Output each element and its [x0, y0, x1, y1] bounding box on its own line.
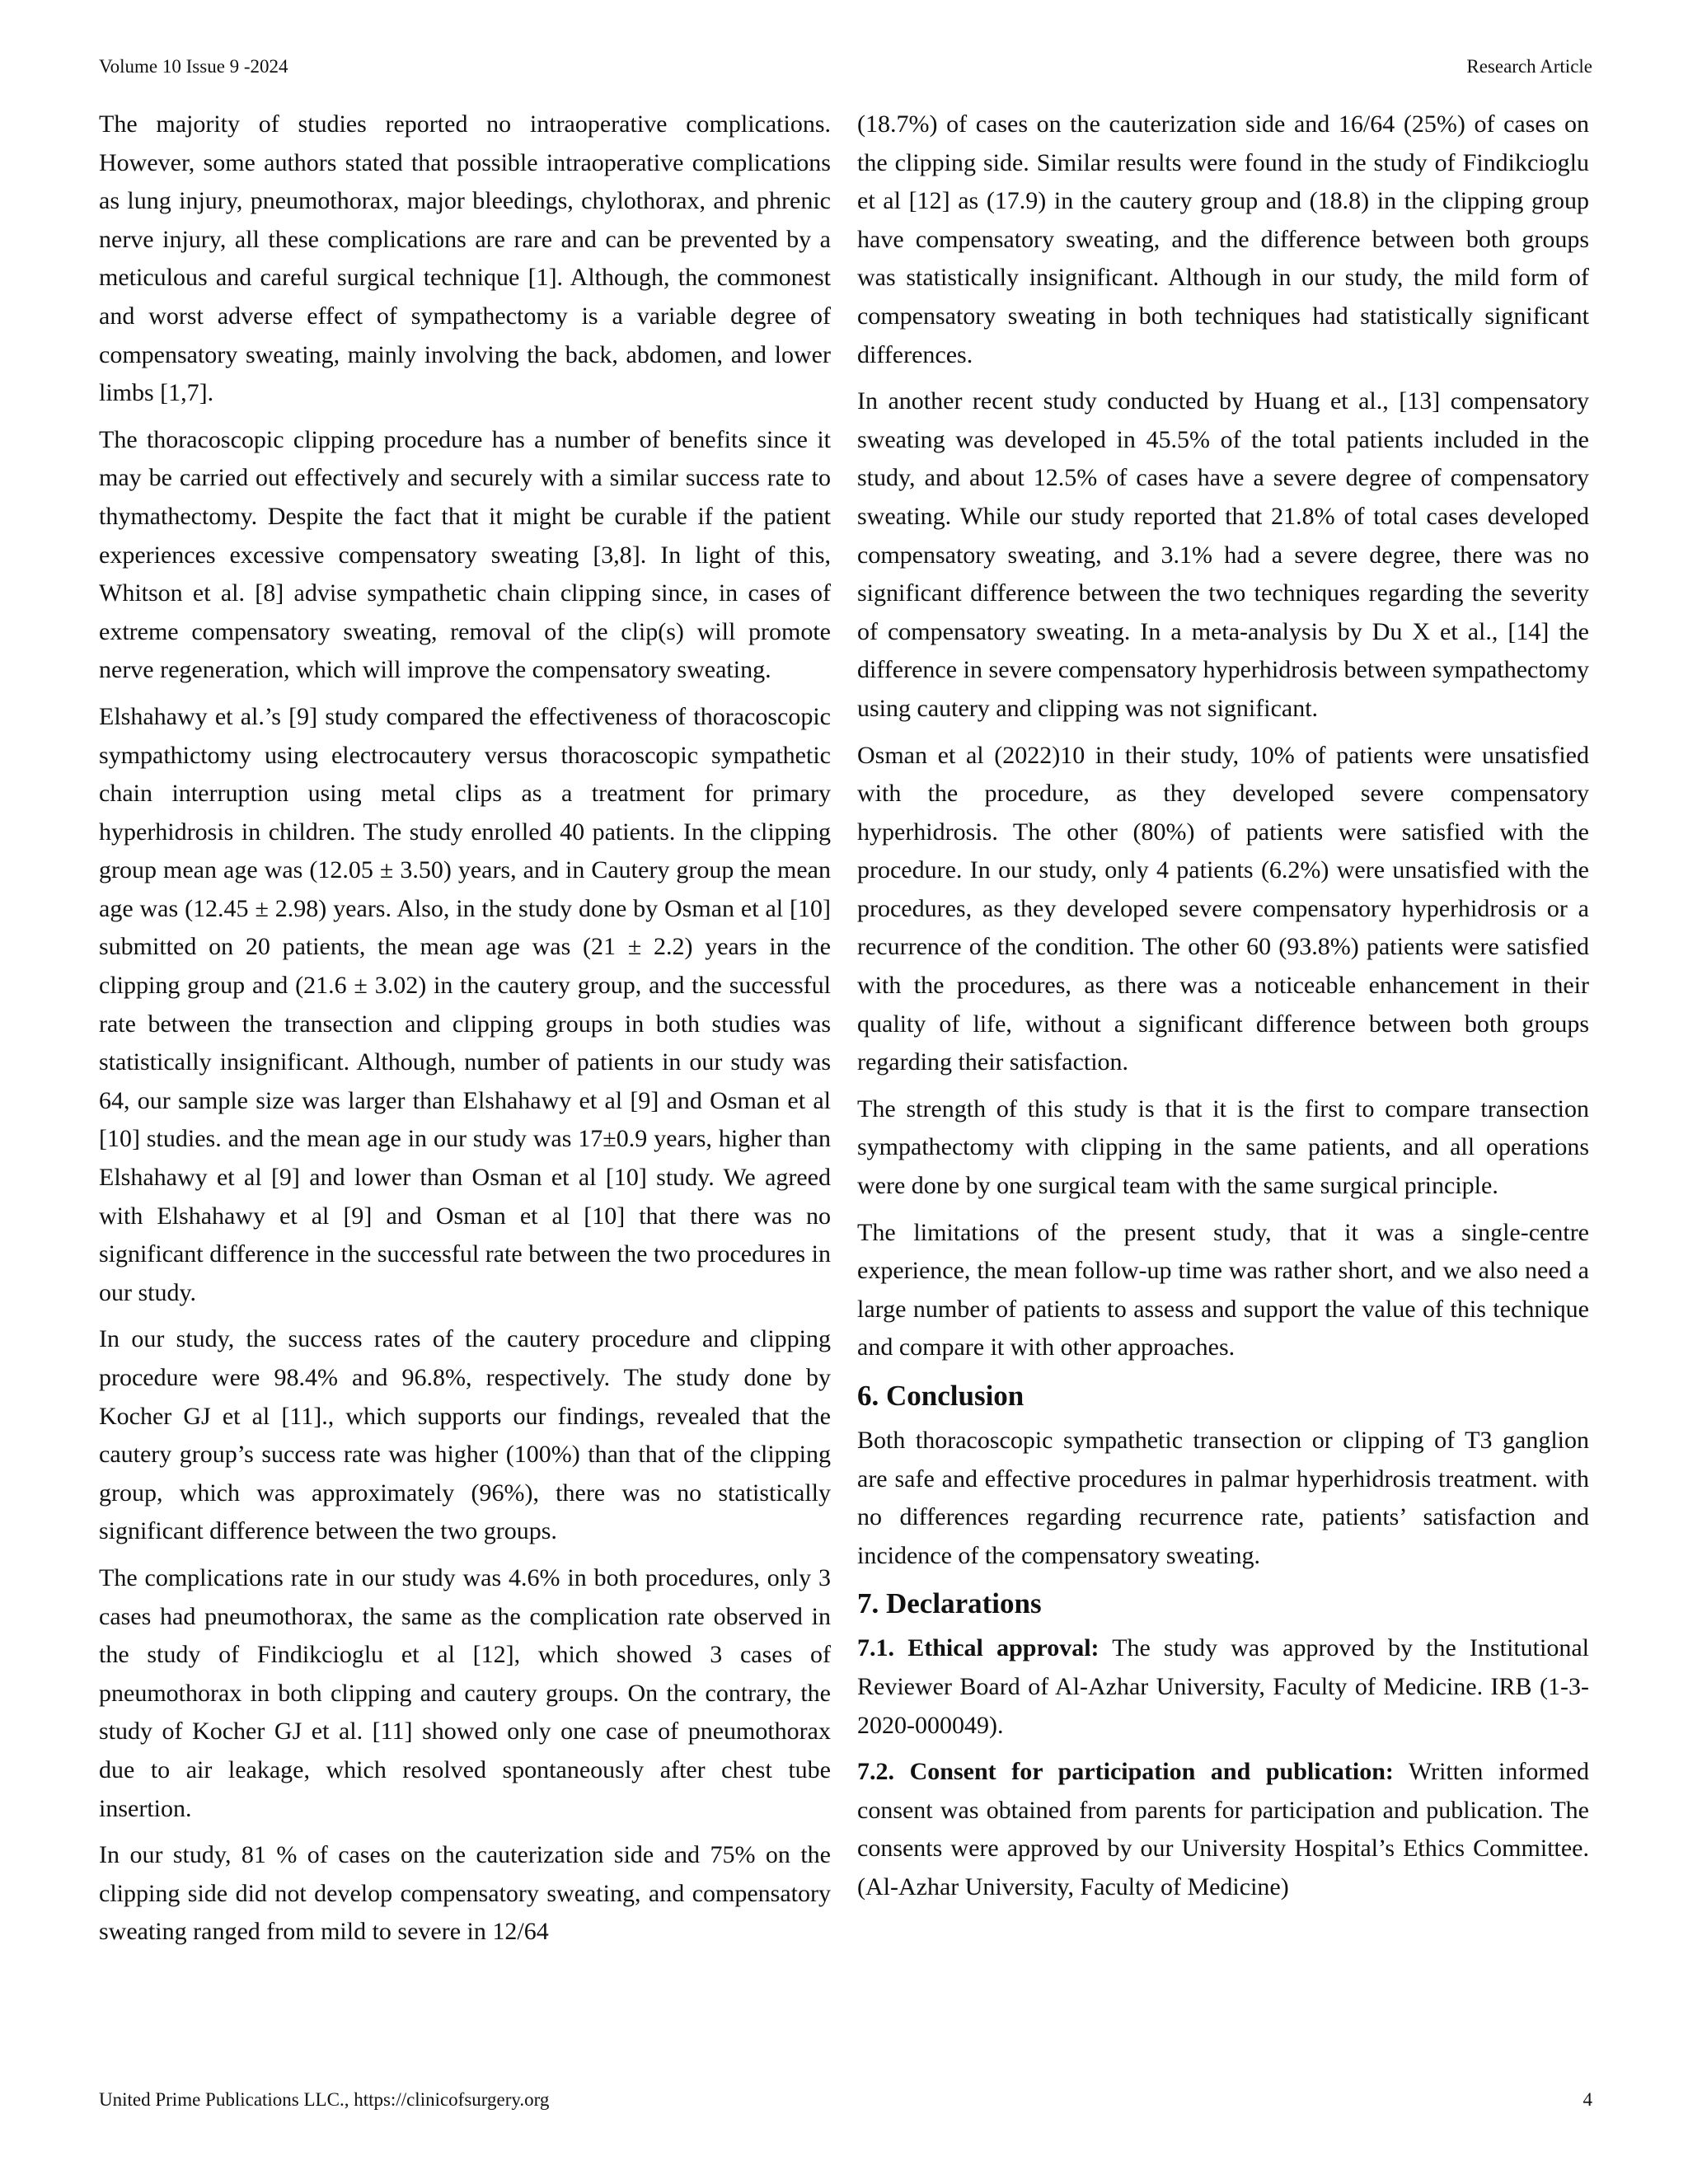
paragraph: The strength of this study is that it is the first to compare transection sympathectomy with clipping in the same patients, and all operations were done by one surgical team with the same surgical principle. [857, 1094, 1589, 1200]
consent-label: 7.2. Consent for participation and publication: [857, 1758, 1394, 1786]
paragraph: In our study, the success rates of the cautery procedure and clipping procedure were 98.4% and 96.8%, respectively. The study done by Kocher GJ et al [11]., which supports our findings, revealed that the cautery group’s success rate was higher (100%) than that of the clipping group, which was approximately (96%), there was no statistically significant difference between the two groups. [99, 1325, 831, 1545]
page-number: 4 [1582, 2089, 1592, 2110]
consent-paragraph [857, 1753, 1589, 1906]
publisher-footer: United Prime Publications LLC., https://clinicofsurgery.org [99, 2089, 550, 2110]
paragraph: The limitations of the present study, that it was a single-centre experience, the mean follow-up time was rather short, and we also need a large number of patients to assess and support the value of this technique and compare it with other approaches. [857, 1218, 1589, 1361]
paragraph: Elshahawy et al.’s [9] study compared the effectiveness of thoracoscopic sympathictomy using electrocautery versus thoracoscopic sympathetic chain interruption using metal clips as a treatment for primary hyperhidrosis in children. The study enrolled 40 patients. In the clipping group mean age was (12.05 ± 3.50) years, and in Cautery group the mean age was (12.45 ± 2.98) years. Also, in the study done by Osman et al [10] submitted on 20 patients, the mean age was (21 ± 2.2) years in the clipping group and (21.6 ± 3.02) in the cautery group, and the successful rate between the transection and clipping groups in both studies was statistically insignificant. Although, number of patients in our study was 64, our sample size was larger than Elshahawy et al [9] and Osman et al [10] studies. and the mean age in our study was 17±0.9 years, higher than Elshahawy et al [9] and lower than Osman et al [10] study. We agreed with Elshahawy et al [9] and Osman et al [10] that there was no significant difference in the successful rate between the two procedures in our study. [99, 702, 831, 1306]
left-column [99, 105, 831, 1960]
ethics-label: 7.1. Ethical approval: [857, 1634, 1100, 1662]
consent-text: Written informed consent was obtained from parents for participation and publication. The consents were approved by our University Hospital’s Ethics Committee. (Al-Azhar University, Faculty of Medicine) [857, 1758, 1589, 1900]
ethics-text: The study was approved by the Institutional Reviewer Board of Al-Azhar University, Faculty of Medicine. IRB (1-3-2020-000049). [857, 1634, 1589, 1739]
declarations-heading: 7. Declarations [857, 1587, 1042, 1620]
article-type: Research Article [1466, 56, 1592, 77]
conclusion-paragraph: Both thoracoscopic sympathetic transection or clipping of T3 ganglion are safe and effective procedures in palmar hyperhidrosis treatment. with no differences regarding recurrence rate, patients’ satisfaction and incidence of the compensatory sweating. [857, 1427, 1589, 1569]
ethics-paragraph [857, 1629, 1589, 1745]
paragraph: (18.7%) of cases on the cauterization side and 16/64 (25%) of cases on the clipping side. Similar results were found in the study of Findikcioglu et al [12] as (17.9) in the cautery group and (18.8) in the clipping group have compensatory sweating, and the difference between both groups was statistically insignificant. Although in our study, the mild form of compensatory sweating in both techniques had statistically significant differences. [857, 110, 1589, 368]
paragraph: The complications rate in our study was 4.6% in both procedures, only 3 cases had pneumothorax, the same as the complication rate observed in the study of Findikcioglu et al [12], which showed 3 cases of pneumothorax in both clipping and cautery groups. On the contrary, the study of Kocher GJ et al. [11] showed only one case of pneumothorax due to air leakage, which resolved spontaneously after chest tube insertion. [99, 1563, 831, 1822]
paragraph: Osman et al (2022)10 in their study, 10% of patients were unsatisfied with the procedure, as they developed severe compensatory hyperhidrosis. The other (80%) of patients were satisfied with the procedure. In our study, only 4 patients (6.2%) were unsatisfied with the procedures, as they developed severe compensatory hyperhidrosis or a recurrence of the condition. The other 60 (93.8%) patients were satisfied with the procedures, as there was a noticeable enhancement in their quality of life, without a significant difference between both groups regarding their satisfaction. [857, 741, 1589, 1076]
paragraph: The majority of studies reported no intraoperative complications. However, some authors stated that possible intraoperative complications as lung injury, pneumothorax, major bleedings, chylothorax, and phrenic nerve injury, all these complications are rare and can be prevented by a meticulous and careful surgical technique [1]. Although, the commonest and worst adverse effect of sympathectomy is a variable degree of compensatory sweating, mainly involving the back, abdomen, and lower limbs [1,7]. [99, 110, 831, 407]
paragraph: In our study, 81 % of cases on the cauterization side and 75% on the clipping side did not develop compensatory sweating, and compensatory sweating ranged from mild to severe in 12/64 [99, 1841, 831, 1946]
paragraph: The thoracoscopic clipping procedure has a number of benefits since it may be carried out effectively and securely with a similar success rate to thymathectomy. Despite the fact that it might be curable if the patient experiences excessive compensatory sweating [3,8]. In light of this, Whitson et al. [8] advise sympathetic chain clipping since, in cases of extreme compensatory sweating, removal of the clip(s) will promote nerve regeneration, which will improve the compensatory sweating. [99, 425, 831, 684]
conclusion-heading: 6. Conclusion [857, 1380, 1025, 1412]
right-column [857, 105, 1589, 1915]
journal-volume: Volume 10 Issue 9 -2024 [99, 56, 288, 77]
paragraph: In another recent study conducted by Huang et al., [13] compensatory sweating was developed in 45.5% of the total patients included in the study, and about 12.5% of cases have a severe degree of compensatory sweating. While our study reported that 21.8% of total cases developed compensatory sweating, and 3.1% had a severe degree, there was no significant difference between the two techniques regarding the severity of compensatory sweating. In a meta-analysis by Du X et al., [14] the difference in severe compensatory hyperhidrosis between sympathectomy using cautery and clipping was not significant. [857, 387, 1589, 722]
